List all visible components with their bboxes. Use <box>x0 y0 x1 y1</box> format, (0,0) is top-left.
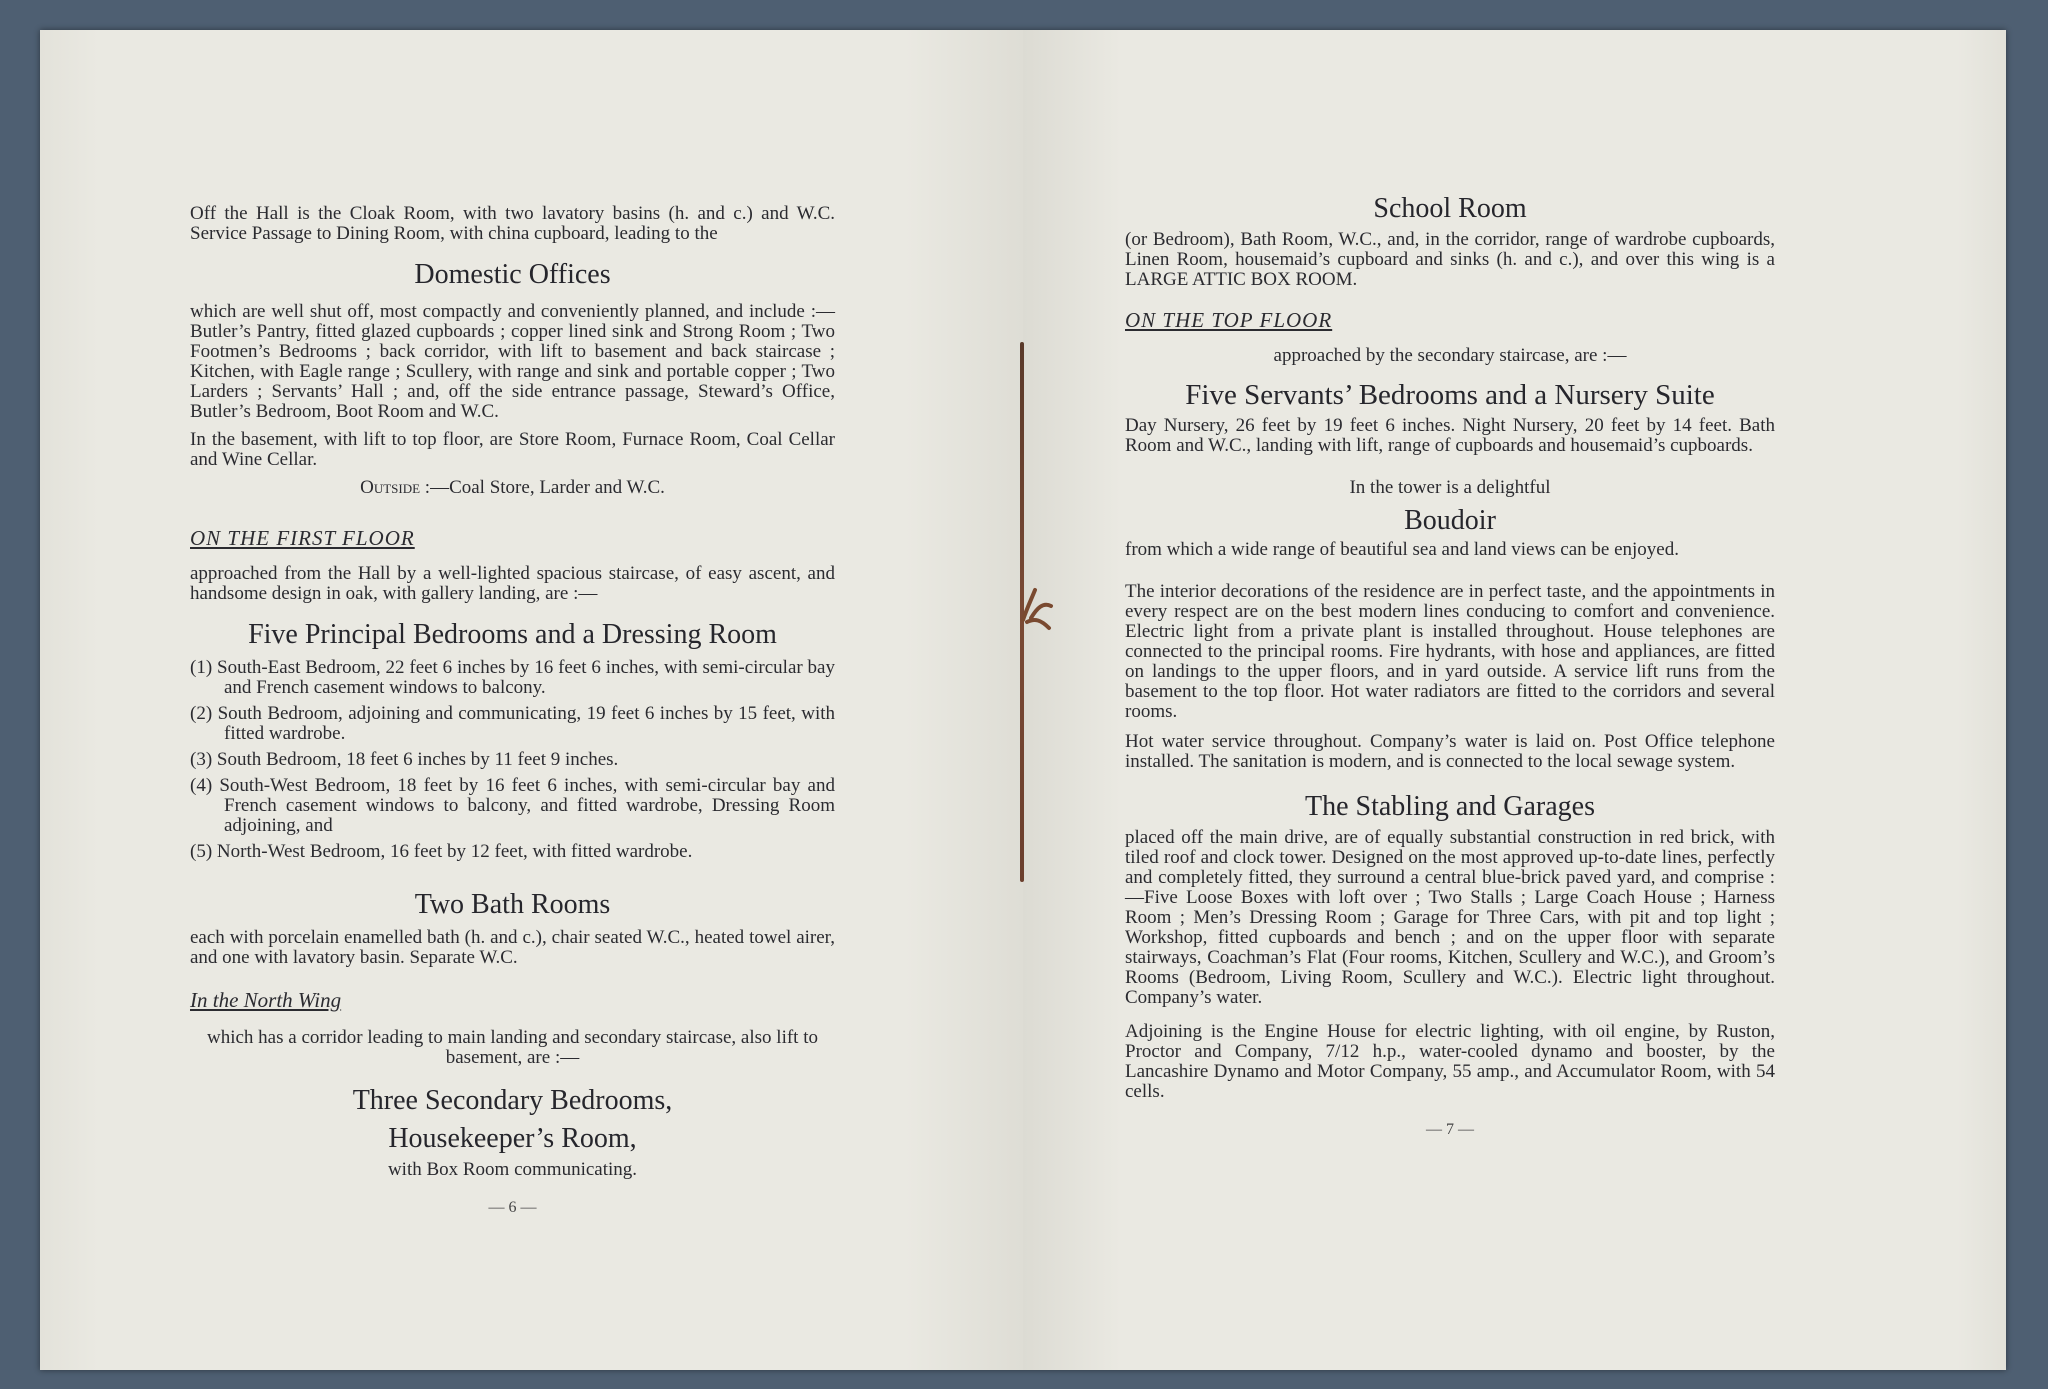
housekeepers-room-heading: Housekeeper’s Room, <box>388 1123 637 1154</box>
engine-house-text: Adjoining is the Engine House for electric lighting, with oil engine, by Ruston, Proctor and Company, 7/12 h.p., water-cooled dynamo and booster, by the Lancashire Dynamo and Motor Company, 55 amp., and Accumulator Room, with 54 cells. <box>1125 1021 1775 1102</box>
tower-text: In the tower is a delightful <box>1349 477 1551 498</box>
page-number-left: — 6 — <box>488 1199 537 1216</box>
left-column <box>190 172 835 1218</box>
right-column <box>1125 172 1775 1140</box>
list-item: (2) South Bedroom, adjoining and communicating, 19 feet 6 inches by 15 feet, with fitted wardrobe. <box>190 703 835 744</box>
top-floor-heading: ON THE TOP FLOOR <box>1125 308 1333 332</box>
domestic-offices-text: which are well shut off, most compactly and conveniently planned, and include :—Butler’s Pantry, fitted glazed cupboards ; copper lined sink and Strong Room ; Two Footmen’s Bedrooms ; back corridor, with lift to basement and back staircase ; Kitchen, with Eagle range ; Scullery, with range and sink and portable copper ; Two Larders ; Servants’ Hall ; and, off the side entrance passage, Steward’s Office, Butler’s Bedroom, Boot Room and W.C. <box>190 301 835 422</box>
servants-bedrooms-text: Day Nursery, 26 feet by 19 feet 6 inches. Night Nursery, 20 feet by 14 feet. Bath Room and W.C., landing with lift, range of cupboards and housemaid’s cupboards. <box>1125 415 1775 456</box>
domestic-offices-heading: Domestic Offices <box>414 259 611 290</box>
bath-rooms-heading: Two Bath Rooms <box>414 889 611 920</box>
first-floor-text: approached from the Hall by a well-lighted spacious staircase, of easy ascent, and handsome design in oak, with gallery landing, are :— <box>190 563 835 604</box>
secondary-bedrooms-heading: Three Secondary Bedrooms, <box>352 1085 673 1116</box>
outside-line <box>190 478 835 498</box>
basement-text: In the basement, with lift to top floor, are Store Room, Furnace Room, Coal Cellar and Wine Cellar. <box>190 429 835 470</box>
stabling-heading: The Stabling and Garages <box>1304 791 1596 822</box>
school-room-text: (or Bedroom), Bath Room, W.C., and, in the corridor, range of wardrobe cupboards, Linen Room, housemaid’s cupboard and sinks (h. and c.), and over this wing is a LARGE ATTIC BOX ROOM. <box>1125 229 1775 290</box>
first-floor-heading: ON THE FIRST FLOOR <box>190 526 415 550</box>
north-wing-heading: In the North Wing <box>190 988 342 1012</box>
list-item: (4) South-West Bedroom, 18 feet by 16 feet 6 inches, with semi-circular bay and French casement windows to balcony, and fitted wardrobe, Dressing Room adjoining, and <box>190 775 835 836</box>
school-room-heading: School Room <box>1373 193 1527 224</box>
page-number-right: — 7 — <box>1426 1121 1474 1138</box>
list-item: (3) South Bedroom, 18 feet 6 inches by 11 feet 9 inches. <box>190 749 619 770</box>
intro-paragraph: Off the Hall is the Cloak Room, with two lavatory basins (h. and c.) and W.C. Service Passage to Dining Room, with china cupboard, leading to the <box>190 203 835 244</box>
stabling-text: placed off the main drive, are of equally substantial construction in red brick, with tiled roof and clock tower. Designed on the most approved up-to-date lines, perfectly and completely fitted, they surround a central blue-brick paved yard, and comprise :—Five Loose Boxes with loft over ; Two Stalls ; Large Coach House ; Harness Room ; Men’s Dressing Room ; Garage for Three Cars, with pit and top light ; Workshop, fitted cupboards and bench ; and on the upper floor with separate stairways, Coachman’s Flat (Four rooms, Kitchen, Scullery and W.C.), and Groom’s Rooms (Bedroom, Living Room, Scullery and W.C.). Electric light throughout. Company’s water. <box>1125 827 1775 1008</box>
box-room-text: with Box Room communicating. <box>387 1159 638 1180</box>
top-floor-text: approached by the secondary staircase, are :— <box>1273 345 1627 366</box>
list-item: (1) South-East Bedroom, 22 feet 6 inches by 16 feet 6 inches, with semi-circular bay and French casement windows to balcony. <box>190 657 835 698</box>
north-wing-text: which has a corridor leading to main landing and secondary staircase, also lift to basement, are :— <box>207 1027 818 1068</box>
thread-knot-icon <box>1013 578 1061 638</box>
servants-bedrooms-heading: Five Servants’ Bedrooms and a Nursery Suite <box>1185 379 1715 411</box>
list-item: (5) North-West Bedroom, 16 feet by 12 feet, with fitted wardrobe. <box>190 841 693 862</box>
principal-bedrooms-heading: Five Principal Bedrooms and a Dressing Room <box>248 619 777 650</box>
bath-rooms-text: each with porcelain enamelled bath (h. and c.), chair seated W.C., heated towel airer, and one with lavatory basin. Separate W.C. <box>190 927 835 968</box>
outside-label: Outside <box>360 477 421 498</box>
outside-text: :—Coal Store, Larder and W.C. <box>420 477 665 498</box>
hot-water-text: Hot water service throughout. Company’s water is laid on. Post Office telephone installed. The sanitation is modern, and is connected to the local sewage system. <box>1125 731 1775 772</box>
boudoir-text: from which a wide range of beautiful sea and land views can be enjoyed. <box>1125 539 1679 560</box>
boudoir-heading: Boudoir <box>1404 505 1496 536</box>
bedroom-list <box>190 658 835 862</box>
interior-text: The interior decorations of the residence are in perfect taste, and the appointments in every respect are on the best modern lines conducing to comfort and convenience. Electric light from a private plant is installed throughout. House telephones are connected to the principal rooms. Fire hydrants, with hose and appliances, are fitted on landings to the upper floors, and in yard outside. A service lift runs from the basement to the top floor. Hot water radiators are fitted to the corridors and several rooms. <box>1125 581 1775 722</box>
